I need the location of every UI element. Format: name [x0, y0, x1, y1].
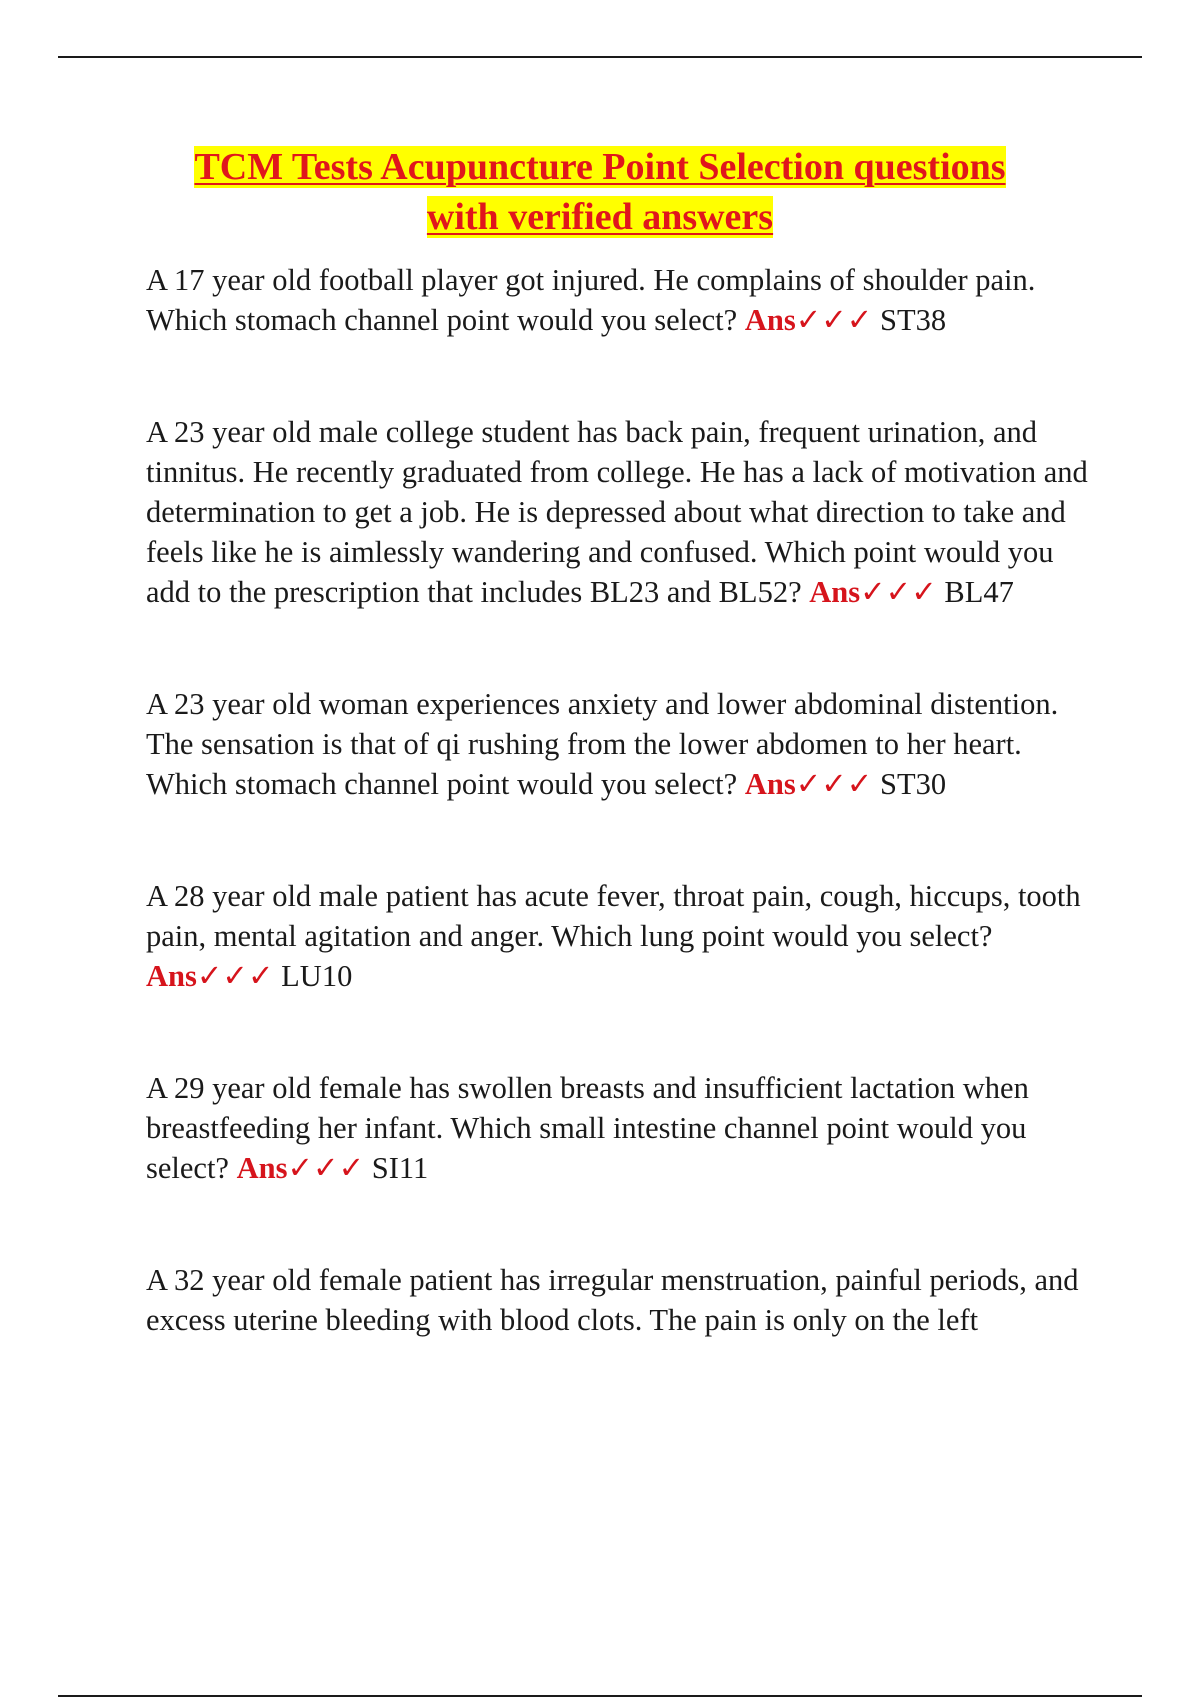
question-text: A 23 year old woman experiences anxiety and lower abdominal distention. The sensation is that of qi rushing from the lower abdomen to her heart. Which stomach channel point would you select?	[146, 687, 1059, 801]
answer-label: Ans	[146, 959, 197, 993]
check-marks-icon: ✓✓✓	[287, 1151, 365, 1185]
check-marks-icon: ✓✓✓	[860, 575, 937, 609]
question-text: A 17 year old football player got injured. He complains of shoulder pain. Which stomach channel point would you select?	[146, 263, 1036, 337]
question-item	[146, 876, 1096, 996]
question-text: A 28 year old male patient has acute fever, throat pain, cough, hiccups, tooth pain, mental agitation and anger. Which lung point would you select?	[146, 879, 1081, 953]
check-marks-icon: ✓✓✓	[795, 767, 873, 801]
question-text: A 32 year old female patient has irregular menstruation, painful periods, and excess uterine bleeding with blood clots. The pain is only on the left	[146, 1263, 1079, 1337]
answer-value: ST38	[879, 303, 947, 337]
question-text: A 29 year old female has swollen breasts and insufficient lactation when breastfeeding her infant. Which small intestine channel point would you select?	[146, 1071, 1029, 1185]
bottom-rule	[58, 1695, 1142, 1697]
question-item	[146, 1260, 1096, 1340]
answer-label: Ans	[744, 767, 796, 801]
document-title	[100, 142, 1100, 242]
top-rule	[58, 56, 1142, 58]
answer-value: SI11	[371, 1151, 429, 1185]
answer-label: Ans	[744, 303, 796, 337]
question-item	[146, 412, 1096, 612]
answer-label: Ans	[236, 1151, 288, 1185]
question-text: A 23 year old male college student has back pain, frequent urination, and tinnitus. He recently graduated from college. He has a lack of motivation and determination to get a job. He is depressed about what direction to take and feels like he is aimlessly wandering and confused. Which point would you add to the prescription that includes BL23 and BL52?	[146, 415, 1088, 609]
check-marks-icon: ✓✓✓	[795, 303, 873, 337]
title-line-1: TCM Tests Acupuncture Point Selection questions	[194, 146, 1006, 188]
answer-label: Ans	[809, 575, 861, 609]
title-line-2: with verified answers	[426, 196, 774, 238]
question-item	[146, 260, 1096, 340]
answer-value: ST30	[879, 767, 947, 801]
question-item	[146, 684, 1096, 804]
question-item	[146, 1068, 1096, 1188]
check-marks-icon: ✓✓✓	[196, 959, 274, 993]
answer-value: LU10	[281, 959, 353, 993]
answer-value: BL47	[944, 575, 1014, 609]
question-list	[146, 260, 1096, 1340]
